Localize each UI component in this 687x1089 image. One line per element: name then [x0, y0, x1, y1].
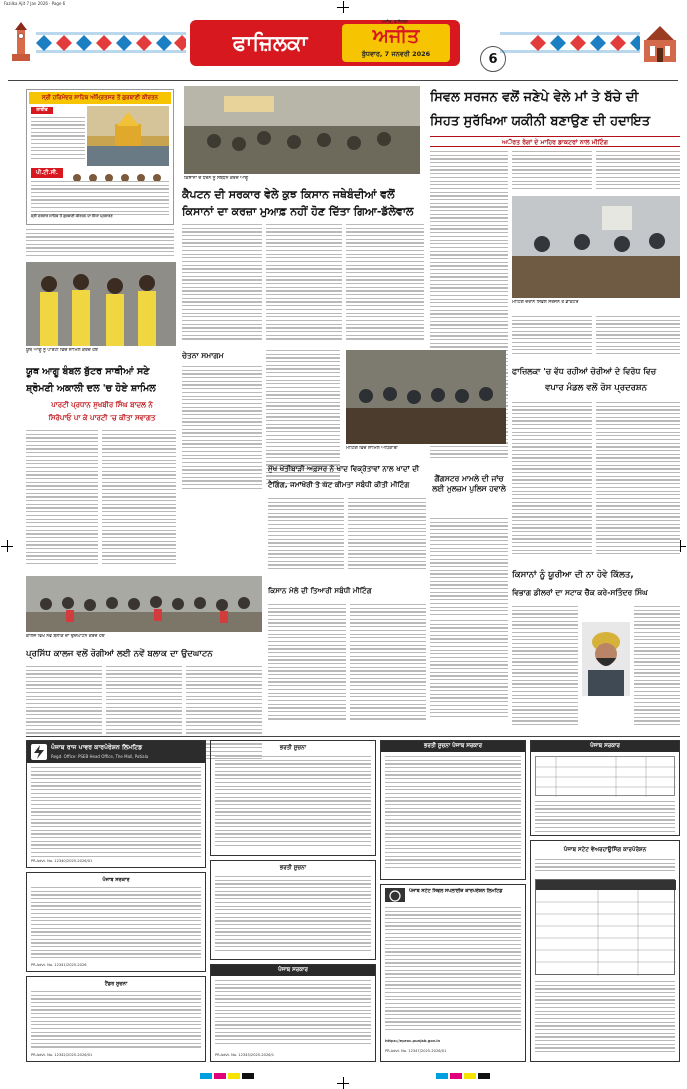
punjab-sarkar-table: [535, 756, 675, 796]
punsup-title: ਪੰਜਾਬ ਸਟੇਟ ਸਿਵਲ ਸਪਲਾਈਜ਼ ਕਾਰਪੋਰੇਸ਼ਨ ਲਿਮਟਿਡ: [409, 889, 503, 894]
masthead-brand: ਅਜੀਤ: [372, 25, 420, 47]
tender-ad-1: [26, 872, 206, 972]
chetna-headline: ਚੇਤਨਾ ਸਮਾਗਮ: [182, 351, 224, 360]
punjab-sarkar-body: [535, 801, 675, 833]
warehousing-title: ਪੰਜਾਬ ਸਟੇਟ ਵੇਅਰਹਾਊਸਿੰਗ ਕਾਰਪੋਰੇਸ਼ਨ: [563, 847, 647, 853]
meeting-caption: ਮੀਟਿੰਗ ਵਿਚ ਸ਼ਾਮਿਲ ਅਧਿਕਾਰੀ: [346, 446, 398, 451]
live-badge: ਲਾਈਵ: [31, 107, 53, 114]
college-caption: ਕਾਲਜ ਵਿਖੇ ਨਵੇਂ ਬਲਾਕ ਦਾ ਉਦਘਾਟਨ ਕਰਦੇ ਹੋਏ: [26, 634, 105, 639]
pspcl-subtitle: Regd. Office: PSEB Head Office, The Mall, Patiala: [51, 754, 149, 759]
masthead-pattern-left: [36, 24, 186, 62]
pspcl-logo-icon: [31, 744, 47, 760]
punjab-sarkar-title: ਪੰਜਾਬ ਸਰਕਾਰ: [531, 741, 679, 752]
tender-ad-2: [26, 976, 206, 1062]
tender-2-body: [31, 991, 201, 1051]
pspcl-body: [31, 767, 201, 861]
health-photo-caption: ਮੀਟਿੰਗ ਦੌਰਾਨ ਸਿਵਲ ਸਰਜਨ ਤੇ ਡਾਕਟਰ: [512, 300, 579, 305]
gurbani-text-column: [31, 117, 85, 165]
kisan-mela-body-col-3: [430, 620, 508, 724]
chori-body-col-2: [596, 402, 680, 562]
punjab-sarkar-ad: [530, 740, 680, 836]
masthead-rule: [8, 80, 678, 81]
heritage-building-illustration: [640, 24, 680, 64]
clock-tower-illustration: [8, 22, 34, 62]
bharti-punjab-title: ਭਰਤੀ ਸੂਚਨਾ ਪੰਜਾਬ ਸਰਕਾਰ: [381, 741, 525, 752]
pspcl-header: [27, 741, 205, 763]
tender-1-pr-no: PR.Advt. No. 12341/2025-2026: [31, 963, 87, 967]
meeting-body-col-2: [348, 498, 426, 574]
akali-caption: ਯੂਥ ਆਗੂ ਨੂੰ ਪਾਰਟੀ ਵਿਚ ਸ਼ਾਮਿਲ ਕਰਦੇ ਹੋਏ: [26, 348, 98, 353]
masthead-tagline: ਅਜੀਤ, ਫਾਜ਼ਿਲਕਾ: [381, 19, 409, 24]
tender-2-title: ਟੈਂਡਰ ਸੂਚਨਾ: [104, 981, 128, 987]
registration-mark-top: [337, 1, 349, 13]
bharti-2-body: [215, 876, 371, 956]
health-body-col-3: [596, 151, 680, 193]
akali-photo: [26, 262, 176, 346]
masthead-title: ਫਾਜ਼ਿਲਕਾ: [232, 31, 308, 55]
punsup-body: [385, 907, 521, 1037]
health-headline-1: ਸਿਵਲ ਸਰਜਨ ਵਲੋਂ ਜਣੇਪੇ ਵੇਲੇ ਮਾਂ ਤੇ ਬੱਚੇ ਦੀ: [430, 90, 639, 105]
akali-sub-2: ਸਿਰੋਪਾਓ ਪਾ ਕੇ ਪਾਰਟੀ 'ਚ ਕੀਤਾ ਸਵਾਗਤ: [48, 414, 156, 422]
pspcl-title: ਪੰਜਾਬ ਰਾਜ ਪਾਵਰ ਕਾਰਪੋਰੇਸ਼ਨ ਲਿਮਟਿਡ: [51, 744, 143, 751]
eproc-link[interactable]: https://eproc.punjab.gov.in: [385, 1039, 441, 1043]
meeting-body-col-1: [268, 498, 344, 574]
masthead-banner: [190, 20, 460, 66]
golden-temple-photo: [87, 106, 169, 166]
health-body-col-4: [512, 316, 592, 356]
gurbani-notice: ਸ੍ਰੀ ਦਰਬਾਰ ਸਾਹਿਬ ਤੋਂ ਗੁਰਬਾਣੀ ਕੀਰਤਨ ਦਾ ਸਿੱਧਾ ਪ੍ਰਸਾਰਣ: [31, 214, 113, 218]
tender-2-pr-no: PR.Advt. No. 12342/2025-2026/01: [31, 1053, 93, 1057]
tender-3-body: [215, 980, 371, 1050]
kisan-body-col-2: [266, 224, 342, 344]
bharti-punjab-body: [385, 756, 521, 874]
kisan-mela-headline: ਕਿਸਾਨ ਮੇਲੇ ਦੀ ਤਿਆਰੀ ਸਬੰਧੀ ਮੀਟਿੰਗ: [268, 586, 372, 595]
urea-headline-1: ਕਿਸਾਨਾਂ ਨੂੰ ਯੂਰੀਆ ਦੀ ਨਾ ਹੋਵੇ ਕਿੱਲਤ,: [512, 570, 634, 580]
akali-headline-2: ਸ਼੍ਰੋਮਣੀ ਅਕਾਲੀ ਦਲ 'ਚ ਹੋਏ ਸ਼ਾਮਿਲ: [26, 383, 156, 394]
kisan-headline-1: ਕੈਪਟਨ ਦੀ ਸਰਕਾਰ ਵੇਲੇ ਕੁਝ ਕਿਸਾਨ ਜਥੇਬੰਦੀਆਂ ਵਲੋਂ: [182, 188, 395, 201]
urea-body-col-2: [634, 606, 680, 732]
urea-body-col-1: [512, 606, 578, 732]
urea-headline-2: ਵਿਭਾਗ ਡੀਲਰਾਂ ਦਾ ਸਟਾਕ ਚੈੱਕ ਕਰੇ-ਸਤਿੰਦਰ ਸਿੰਘ: [512, 588, 648, 597]
registration-mark-left: [1, 540, 13, 552]
kisan-headline-2: ਕਿਸਾਨਾਂ ਦਾ ਕਰਜ਼ਾ ਮੁਆਫ਼ ਨਹੀਂ ਹੋਣ ਦਿੱਤਾ ਗਿਆ-ਡੱਲੇਵਾਲ: [182, 205, 414, 218]
gurbani-ad: [26, 89, 174, 225]
color-calibration-strip: [200, 1066, 490, 1076]
tender-3-pr-no: PR.Advt. No. 12343/2025-2026/1: [215, 1053, 275, 1057]
akali-body-col-1: [26, 430, 98, 570]
performers-strip: [67, 168, 169, 178]
left-brief-text: [26, 229, 174, 259]
gangster-body: [430, 518, 508, 618]
kisan-mela-body-col-1: [268, 604, 346, 724]
college-photo: [26, 576, 262, 632]
chori-body-col-1: [512, 402, 592, 562]
brand-box: [342, 24, 450, 62]
bharti-ad-2: [210, 860, 376, 960]
bharti-ad-1: [210, 740, 376, 856]
pspcl-ad: [26, 740, 206, 868]
bharti-punjab-ad: [380, 740, 526, 880]
health-subhead: ਅੌਰਤ ਰੋਗਾਂ ਦੇ ਮਾਹਿਰ ਡਾਕਟਰਾਂ ਨਾਲ ਮੀਟਿੰਗ: [430, 136, 680, 147]
ptc-logo: ਪੀ.ਟੀ.ਸੀ.: [31, 168, 63, 178]
chetna-body-col-1: [182, 366, 262, 494]
kisan-mela-body-col-2: [350, 604, 426, 724]
warehousing-intro: [535, 859, 675, 875]
warehousing-body: [535, 981, 675, 1057]
punsup-pr-no: PR.Advt. No. 12347/2025-2026/01: [385, 1049, 447, 1053]
bharti-1-body: [215, 756, 371, 852]
kisan-body-col-1: [182, 224, 262, 344]
warehousing-ad: [530, 840, 680, 1062]
tender-1-body: [31, 887, 201, 961]
meeting-headline-1: ਮੁੱਖ ਖੇਤੀਬਾੜੀ ਅਫ਼ਸਰ ਨੇ ਖਾਦ ਵਿਕ੍ਰੇਤਾਵਾਂ ਨਾਲ ਖਾਦਾਂ ਦੀ: [268, 464, 420, 473]
warehousing-table: [535, 879, 675, 975]
akali-headline-1: ਯੂਥ ਆਗੂ ਬੰਬਲ ਬੁੱਟਰ ਸਾਥੀਆਂ ਸਣੇ: [26, 366, 150, 377]
portrait-photo: [582, 622, 630, 696]
edition-date: ਬੁੱਧਵਾਰ, 7 ਜਨਵਰੀ 2026: [361, 50, 431, 58]
masthead-pattern-right: [500, 24, 640, 62]
health-body-col-5: [596, 316, 680, 356]
kisan-photo-caption: ਕਿਸਾਨਾਂ ਦੇ ਧਰਨੇ ਨੂੰ ਸੰਬੋਧਨ ਕਰਦੇ ਆਗੂ: [184, 176, 249, 181]
health-meeting-photo: [512, 196, 680, 298]
page-number: 6: [480, 46, 506, 72]
tender-ad-3: [210, 964, 376, 1062]
health-headline-2: ਸਿਹਤ ਸੁਰੱਖਿਆ ਯਕੀਨੀ ਬਣਾਉਣ ਦੀ ਹਦਾਇਤ: [430, 114, 651, 129]
chori-headline-1: ਫਾਜ਼ਿਲਕਾ 'ਚ ਵੱਧ ਰਹੀਆਂ ਚੋਰੀਆਂ ਦੇ ਵਿਰੋਧ ਵਿਚ: [512, 367, 657, 376]
gangster-headline: ਗੈਂਗਸਟਰ ਮਾਮਲੇ ਦੀ ਜਾਂਚ ਲਈ ਮੁਲਜ਼ਮ ਪੁਲਿਸ ਹਵਾਲੇ: [432, 474, 506, 493]
punsup-ad: [380, 884, 526, 1062]
kisan-body-col-3: [346, 224, 424, 344]
print-slug: Fazilka Ajit 7 Jan 2026 · Page 6: [4, 1, 66, 6]
gurbani-banner: ਸ੍ਰੀ ਹਰਿਮੰਦਰ ਸਾਹਿਬ ਅੰਮ੍ਰਿਤਸਰ ਤੋਂ ਗੁਰਬਾਣੀ ਕੀਰਤਨ: [29, 92, 171, 104]
tender-3-title: ਪੰਜਾਬ ਸਰਕਾਰ: [211, 965, 375, 976]
meeting-photo: [346, 350, 506, 444]
bharti-1-title: ਭਰਤੀ ਸੂਚਨਾ: [279, 745, 307, 751]
akali-sub-1: ਪਾਰਟੀ ਪ੍ਰਧਾਨ ਸੁਖਬੀਰ ਸਿੰਘ ਬਾਦਲ ਨੇ: [51, 401, 153, 409]
ads-divider: [26, 736, 680, 737]
tender-1-title: ਪੰਜਾਬ ਸਰਕਾਰ: [102, 877, 130, 883]
chori-headline-2: ਵਪਾਰ ਮੰਡਲ ਵਲੋਂ ਰੋਸ ਪ੍ਰਦਰਸ਼ਨ: [545, 383, 647, 393]
meeting-headline-2: ਟੈਗਿੰਗ, ਜਮਾਂਖੋਰੀ ਤੇ ਘੱਟ ਕੀਮਤਾਂ ਸਬੰਧੀ ਕੀਤੀ ਮੀਟਿੰਗ: [268, 480, 410, 489]
punsup-logo-icon: [385, 888, 405, 902]
bharti-2-title: ਭਰਤੀ ਸੂਚਨਾ: [279, 865, 307, 871]
pspcl-pr-no: PR.Advt. No. 12340/2025-2026/01: [31, 859, 93, 863]
health-body-col-2: [512, 151, 592, 193]
kisan-rally-photo: [184, 86, 420, 174]
akali-body-col-2: [102, 430, 176, 570]
college-headline: ਪ੍ਰਸਿੱਧ ਕਾਲਜ ਵਲੋਂ ਰੋਗੀਆਂ ਲਈ ਨਵੇਂ ਬਲਾਕ ਦਾ ਉਦਘਾਟਨ: [26, 649, 213, 659]
